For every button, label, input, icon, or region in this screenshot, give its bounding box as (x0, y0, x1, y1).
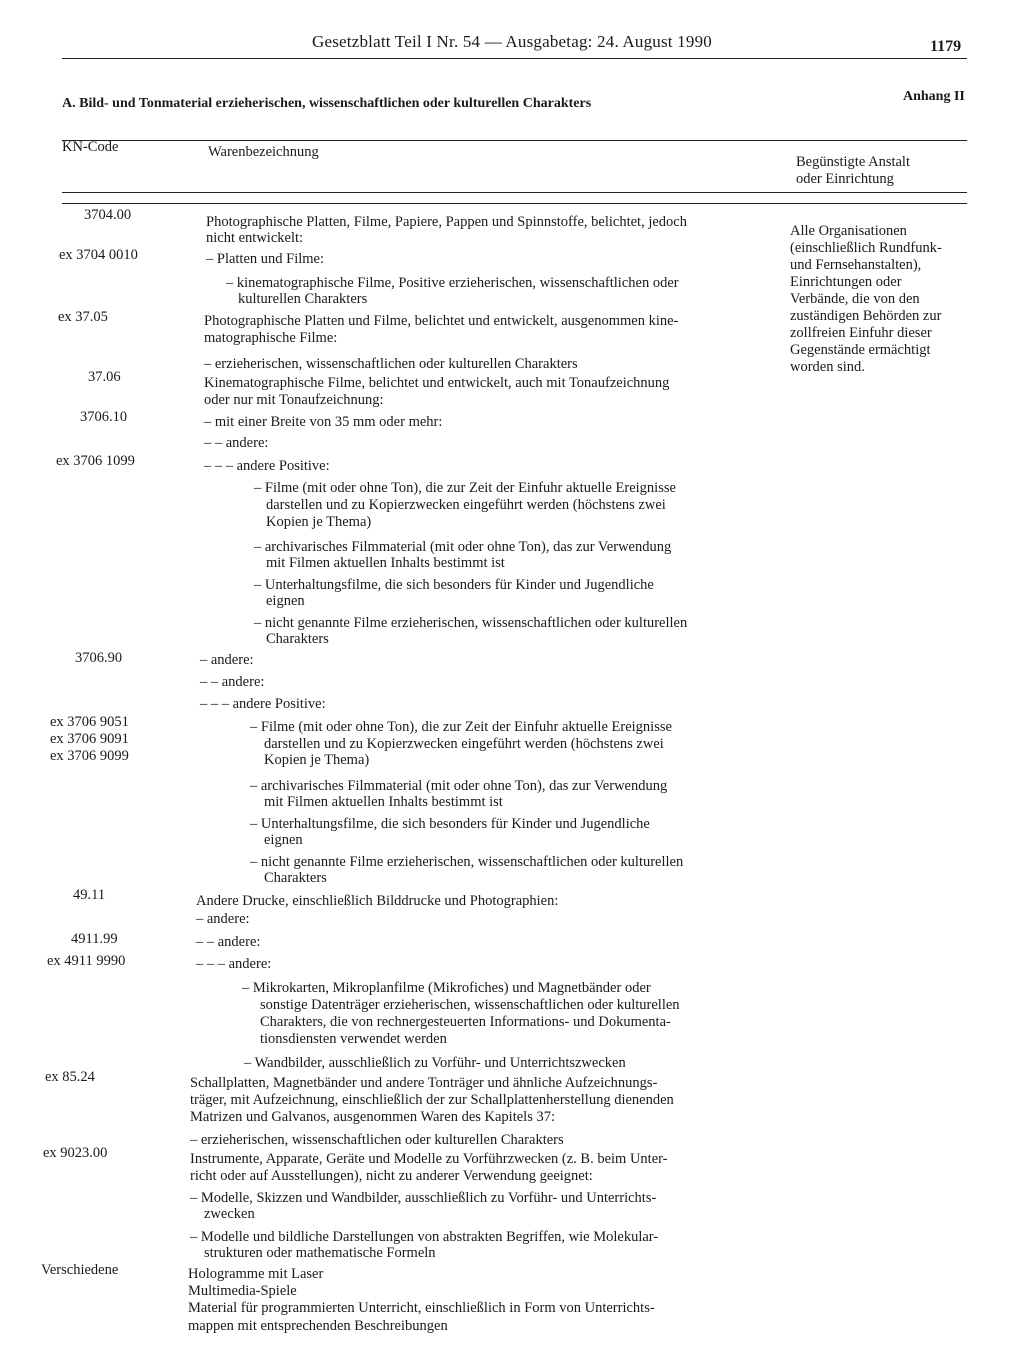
kn-code: ex 3704 0010 (59, 247, 138, 263)
kn-code: 3706.90 (75, 650, 123, 666)
description-line: träger, mit Aufzeichnung, einschließlich der zur Schallplattenherstellung dienenden (190, 1092, 674, 1108)
description-line: Material für programmierten Unterricht, einschließlich in Form von Unterrichts- (188, 1300, 655, 1316)
description-line: – – andere: (196, 934, 261, 950)
kn-code: 3706.10 (80, 409, 128, 425)
annex-label: Anhang II (903, 89, 965, 104)
description-line: richt oder auf Ausstellungen), nicht zu anderer Verwendung geeignet: (190, 1168, 593, 1184)
kn-code: 37.06 (88, 369, 121, 385)
column-header-institution-line: oder Einrichtung (796, 171, 894, 187)
institution-line: worden sind. (790, 359, 865, 375)
column-header-warenbezeichnung: Warenbezeichnung (208, 144, 319, 160)
description-line: kulturellen Charakters (238, 291, 368, 307)
description-line: Kopien je Thema) (264, 752, 370, 768)
kn-code: ex 4911 9990 (47, 953, 126, 969)
description-line: oder nur mit Tonaufzeichnung: (204, 392, 384, 408)
column-header-institution-line: Begünstigte Anstalt (796, 154, 910, 170)
description-line: Kinematographische Filme, belichtet und entwickelt, auch mit Tonaufzeichnung (204, 375, 670, 391)
description-line: mit Filmen aktuellen Inhalts bestimmt ist (266, 555, 505, 571)
description-line: Photographische Platten und Filme, belichtet und entwickelt, ausgenommen kine- (204, 313, 679, 329)
description-line: – archivarisches Filmmaterial (mit oder ohne Ton), das zur Verwendung (254, 539, 672, 555)
kn-code: 49.11 (73, 887, 106, 903)
gazette-header-title: Gesetzblatt Teil I Nr. 54 — Ausgabetag: 24. August 1990 (312, 32, 712, 51)
description-line: matographische Filme: (204, 330, 338, 346)
description-line: – Unterhaltungsfilme, die sich besonders für Kinder und Jugendliche (254, 577, 654, 593)
description-line: – Unterhaltungsfilme, die sich besonders für Kinder und Jugendliche (250, 816, 650, 832)
column-header-institution (796, 154, 910, 188)
description-line: – – – andere Positive: (200, 696, 326, 712)
description-line: – mit einer Breite von 35 mm oder mehr: (204, 414, 443, 430)
header-rule (62, 58, 967, 59)
institution-line: Einrichtungen oder (790, 274, 902, 290)
kn-code: ex 3706 9099 (50, 748, 129, 764)
description-line: Schallplatten, Magnetbänder und andere Tonträger und ähnliche Aufzeichnungs- (190, 1075, 658, 1091)
description-line: – – – andere: (196, 956, 272, 972)
institution-line: Gegenstände ermächtigt (790, 342, 931, 358)
description-line: – Platten und Filme: (206, 251, 325, 267)
kn-code: ex 3706 9091 (50, 731, 129, 747)
institution-line: (einschließlich Rundfunk- (790, 240, 942, 256)
description-line: – andere: (200, 652, 254, 668)
description-line: – andere: (196, 911, 250, 927)
table-header-rule (62, 192, 967, 193)
description-line: – Modelle und bildliche Darstellungen von abstrakten Begriffen, wie Molekular- (190, 1229, 659, 1245)
kn-code: 3704.00 (84, 207, 132, 223)
description-line: – Mikrokarten, Mikroplanfilme (Mikrofiches) und Magnetbänder oder (242, 980, 651, 996)
kn-code: ex 37.05 (58, 309, 108, 325)
page-number: 1179 (930, 38, 962, 55)
table-header-rule-bottom (62, 203, 967, 204)
description-line: Photographische Platten, Filme, Papiere, Pappen und Spinnstoffe, belichtet, jedoch (206, 214, 687, 230)
description-line: – erzieherischen, wissenschaftlichen oder kulturellen Charakters (204, 356, 578, 372)
institution-line: zollfreien Einfuhr dieser (790, 325, 932, 341)
institution-description (790, 223, 942, 376)
column-header-kn-code: KN-Code (62, 139, 119, 155)
description-line: – – andere: (204, 435, 269, 451)
description-line: mappen mit entsprechenden Beschreibungen (188, 1318, 448, 1334)
description-line: – nicht genannte Filme erzieherischen, wissenschaftlichen oder kulturellen (250, 854, 684, 870)
description-line: strukturen oder mathematische Formeln (204, 1245, 436, 1261)
description-line: Andere Drucke, einschließlich Bilddrucke und Photographien: (196, 893, 559, 909)
description-line: – Modelle, Skizzen und Wandbilder, ausschließlich zu Vorführ- und Unterrichts- (190, 1190, 657, 1206)
kn-code: ex 3706 1099 (56, 453, 135, 469)
description-line: mit Filmen aktuellen Inhalts bestimmt ist (264, 794, 503, 810)
description-line: Hologramme mit Laser (188, 1266, 324, 1282)
description-line: zwecken (204, 1206, 255, 1222)
kn-code: ex 3706 9051 (50, 714, 129, 730)
institution-line: und Fernsehanstalten), (790, 257, 922, 273)
kn-code: ex 9023.00 (43, 1145, 108, 1161)
description-line: – Filme (mit oder ohne Ton), die zur Zeit der Einfuhr aktuelle Ereignisse (254, 480, 676, 496)
description-line: – kinematographische Filme, Positive erzieherischen, wissenschaftlichen oder (226, 275, 679, 291)
kn-code: Verschiedene (41, 1262, 119, 1278)
description-line: Instrumente, Apparate, Geräte und Modelle zu Vorführzwecken (z. B. beim Unter- (190, 1151, 668, 1167)
description-line: Charakters (264, 870, 327, 886)
description-line: Kopien je Thema) (266, 514, 372, 530)
description-line: – nicht genannte Filme erzieherischen, wissenschaftlichen oder kulturellen (254, 615, 688, 631)
description-line: eignen (264, 832, 303, 848)
description-line: tionsdiensten verwendet werden (260, 1031, 447, 1047)
description-line: – Filme (mit oder ohne Ton), die zur Zeit der Einfuhr aktuelle Ereignisse (250, 719, 672, 735)
description-line: Matrizen und Galvanos, ausgenommen Waren des Kapitels 37: (190, 1109, 555, 1125)
institution-line: Alle Organisationen (790, 223, 907, 239)
institution-line: zuständigen Behörden zur (790, 308, 942, 324)
description-line: Multimedia-Spiele (188, 1283, 297, 1299)
institution-line: Verbände, die von den (790, 291, 920, 307)
description-line: darstellen und zu Kopierzwecken eingeführt werden (höchstens zwei (264, 736, 664, 752)
description-line: Charakters, die von rechnergesteuerten Informations- und Dokumenta- (260, 1014, 671, 1030)
section-title: A. Bild- und Tonmaterial erzieherischen, wissenschaftlichen oder kulturellen Charakters (62, 96, 592, 111)
table-top-rule (62, 140, 967, 141)
description-line: sonstige Datenträger erzieherischen, wissenschaftlichen oder kulturellen (260, 997, 680, 1013)
description-line: – Wandbilder, ausschließlich zu Vorführ- und Unterrichtszwecken (244, 1055, 626, 1071)
description-line: darstellen und zu Kopierzwecken eingeführt werden (höchstens zwei (266, 497, 666, 513)
description-line: nicht entwickelt: (206, 230, 304, 246)
description-line: Charakters (266, 631, 329, 647)
description-line: – archivarisches Filmmaterial (mit oder ohne Ton), das zur Verwendung (250, 778, 668, 794)
kn-code: ex 85.24 (45, 1069, 95, 1085)
description-line: – – andere: (200, 674, 265, 690)
description-line: – – – andere Positive: (204, 458, 330, 474)
description-line: eignen (266, 593, 305, 609)
kn-code: 4911.99 (71, 931, 118, 947)
description-line: – erzieherischen, wissenschaftlichen oder kulturellen Charakters (190, 1132, 564, 1148)
